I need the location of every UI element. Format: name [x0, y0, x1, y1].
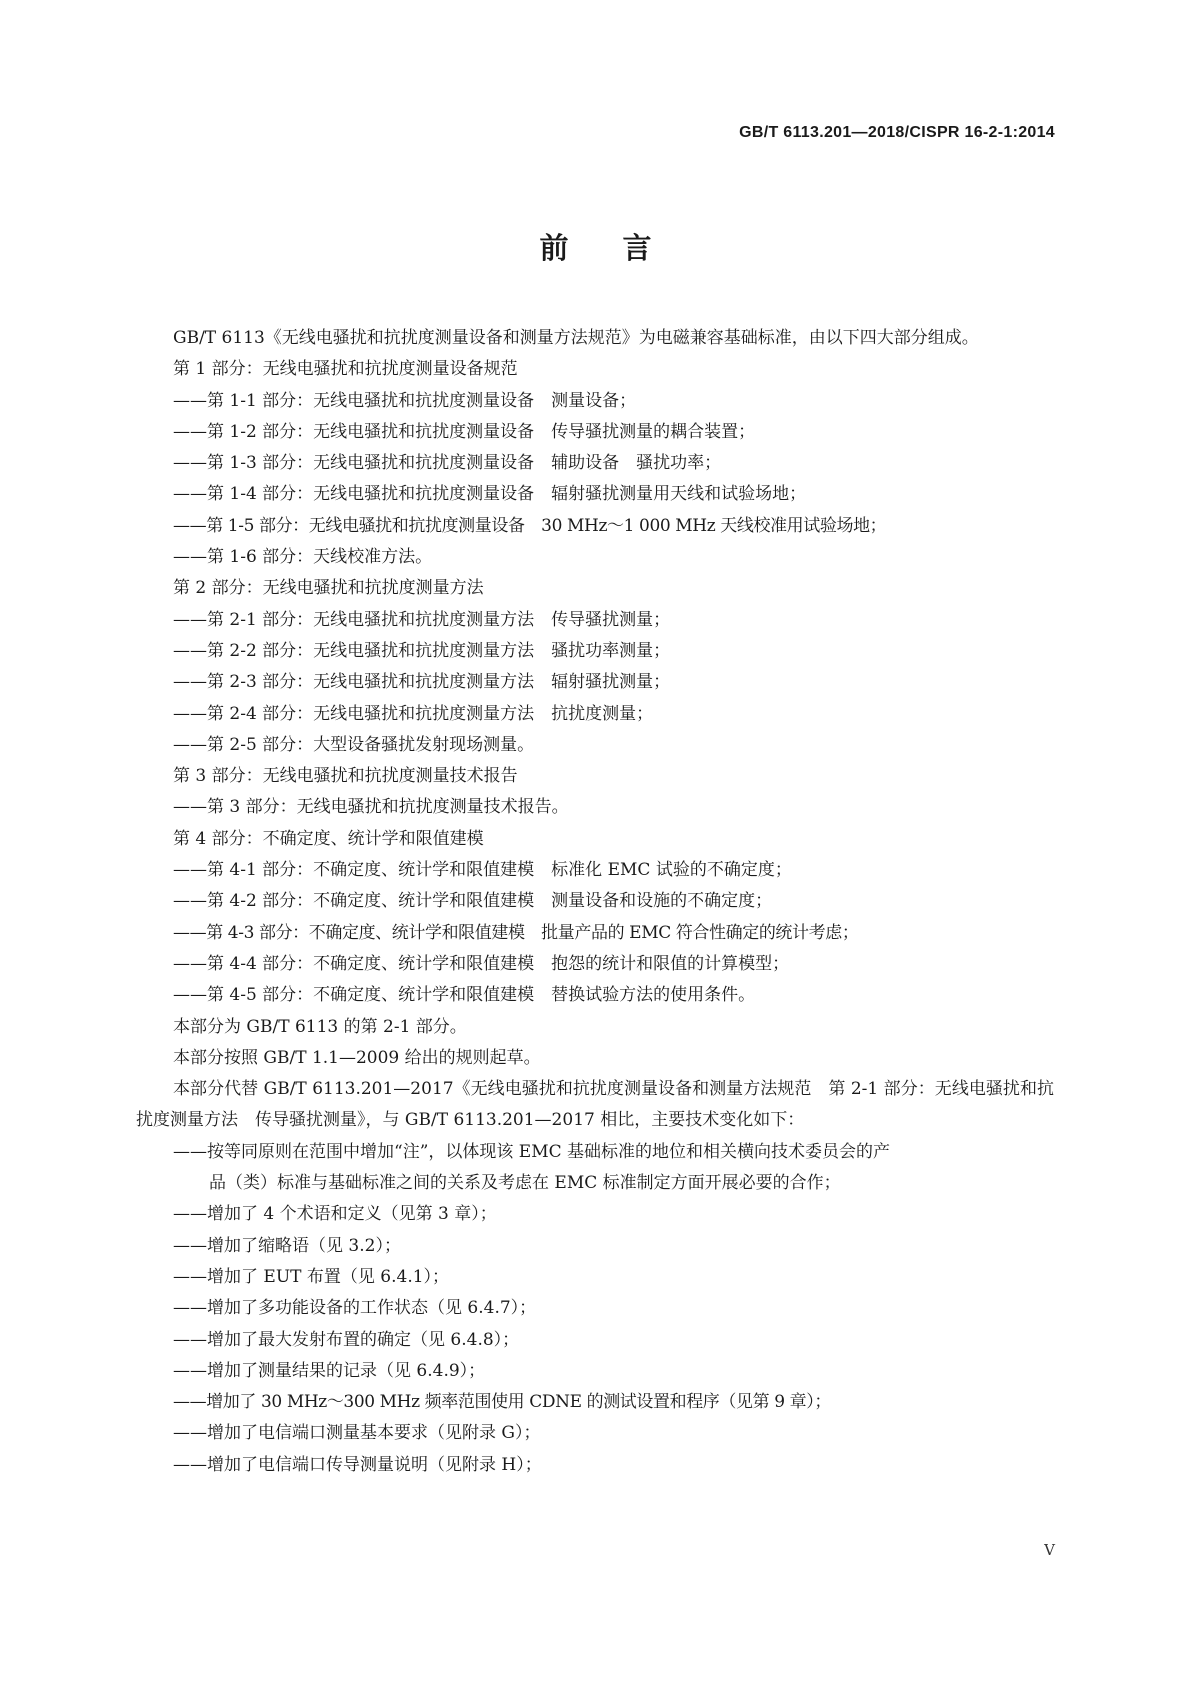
list-item: ——第 2-5 部分：大型设备骚扰发射现场测量。 — [173, 734, 535, 755]
list-item: ——第 4-1 部分：不确定度、统计学和限值建模 标准化 EMC 试验的不确定度； — [173, 860, 792, 881]
intro-paragraph: GB/T 6113《无线电骚扰和抗扰度测量设备和测量方法规范》为电磁兼容基础标准，由以下四大部分组成。 — [173, 328, 979, 348]
list-item: ——第 4-2 部分：不确定度、统计学和限值建模 测量设备和设施的不确定度； — [173, 891, 773, 912]
change-item: ——增加了电信端口传导测量说明（见附录 H）； — [173, 1454, 542, 1475]
list-item: ——第 1-4 部分：无线电骚扰和抗扰度测量设备 辐射骚扰测量用天线和试验场地； — [173, 484, 807, 505]
part-4-heading: 第 4 部分：不确定度、统计学和限值建模 — [173, 828, 484, 849]
drafting-statement: 本部分按照 GB/T 1.1—2009 给出的规则起草。 — [173, 1047, 541, 1068]
part-1-heading: 第 1 部分：无线电骚扰和抗扰度测量设备规范 — [173, 359, 518, 380]
change-item-continuation: 品（类）标准与基础标准之间的关系及考虑在 EMC 标准制定方面开展必要的合作； — [209, 1173, 841, 1194]
foreword-body — [136, 323, 1054, 1481]
list-item: ——第 3 部分：无线电骚扰和抗扰度测量技术报告。 — [173, 797, 569, 818]
title-char-1: 前 — [539, 231, 569, 265]
change-item: ——增加了电信端口测量基本要求（见附录 G）； — [173, 1423, 541, 1444]
list-item: ——第 4-5 部分：不确定度、统计学和限值建模 替换试验方法的使用条件。 — [173, 985, 756, 1006]
list-item: ——第 1-5 部分：无线电骚扰和抗扰度测量设备 30 MHz～1 000 MHz 天线校准用试验场地； — [173, 515, 887, 536]
list-item: ——第 1-2 部分：无线电骚扰和抗扰度测量设备 传导骚扰测量的耦合装置； — [173, 421, 756, 442]
list-item: ——第 4-4 部分：不确定度、统计学和限值建模 抱怨的统计和限值的计算模型； — [173, 953, 790, 974]
title-char-2: 言 — [622, 231, 652, 265]
page-title — [0, 226, 1191, 267]
change-item: ——增加了最大发射布置的确定（见 6.4.8）； — [173, 1329, 520, 1350]
change-item: ——增加了 30 MHz～300 MHz 频率范围使用 CDNE 的测试设置和程序（见第 9 章）； — [173, 1392, 831, 1413]
change-item: ——增加了 EUT 布置（见 6.4.1）； — [173, 1266, 450, 1287]
page-number: V — [1044, 1541, 1055, 1559]
replacement-paragraph: 本部分代替 GB/T 6113.201—2017《无线电骚扰和抗扰度测量设备和测量方法规范 第 2-1 部分：无线电骚扰和抗扰度测量方法 传导骚扰测量》，与 GB/T 6113.201—2017 相比，主要技术变化如下： — [136, 1079, 1054, 1131]
list-item: ——第 2-4 部分：无线电骚扰和抗扰度测量方法 抗扰度测量； — [173, 703, 654, 724]
list-item: ——第 1-3 部分：无线电骚扰和抗扰度测量设备 辅助设备 骚扰功率； — [173, 453, 722, 474]
list-item: ——第 1-1 部分：无线电骚扰和抗扰度测量设备 测量设备； — [173, 390, 637, 411]
part-2-heading: 第 2 部分：无线电骚扰和抗扰度测量方法 — [173, 578, 484, 599]
change-item: ——按等同原则在范围中增加“注”，以体现该 EMC 基础标准的地位和相关横向技术委员会的产 — [173, 1141, 891, 1162]
list-item: ——第 2-2 部分：无线电骚扰和抗扰度测量方法 骚扰功率测量； — [173, 640, 671, 661]
list-item: ——第 2-1 部分：无线电骚扰和抗扰度测量方法 传导骚扰测量； — [173, 609, 671, 630]
document-number: GB/T 6113.201—2018/CISPR 16-2-1:2014 — [739, 124, 1055, 141]
part-3-heading: 第 3 部分：无线电骚扰和抗扰度测量技术报告 — [173, 766, 518, 787]
list-item: ——第 2-3 部分：无线电骚扰和抗扰度测量方法 辐射骚扰测量； — [173, 672, 671, 693]
part-statement: 本部分为 GB/T 6113 的第 2-1 部分。 — [173, 1016, 467, 1037]
list-item: ——第 4-3 部分：不确定度、统计学和限值建模 批量产品的 EMC 符合性确定的统计考虑； — [173, 922, 859, 943]
change-item: ——增加了测量结果的记录（见 6.4.9）； — [173, 1360, 486, 1381]
change-item: ——增加了缩略语（见 3.2）； — [173, 1235, 401, 1256]
list-item: ——第 1-6 部分：天线校准方法。 — [173, 547, 433, 568]
change-item: ——增加了 4 个术语和定义（见第 3 章）； — [173, 1204, 497, 1225]
change-item: ——增加了多功能设备的工作状态（见 6.4.7）； — [173, 1298, 537, 1319]
